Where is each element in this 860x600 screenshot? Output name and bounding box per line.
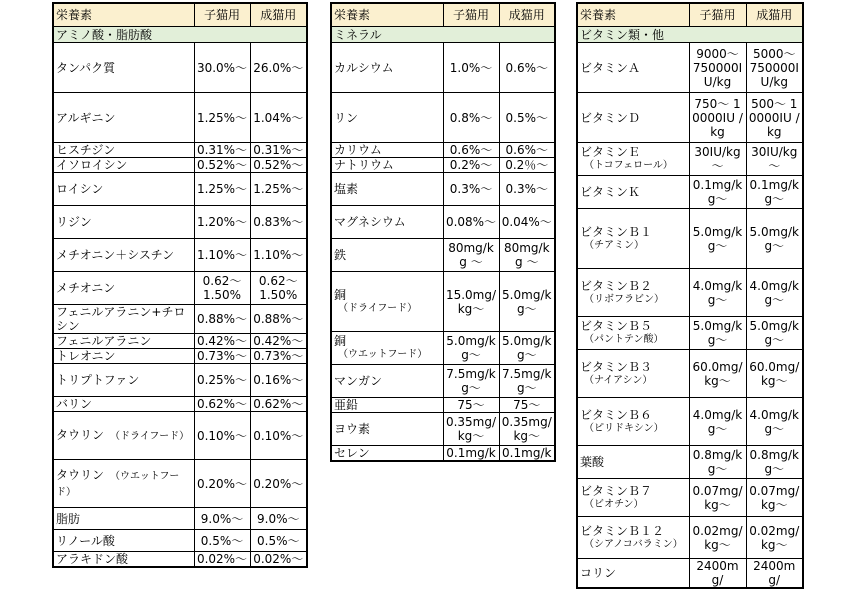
nutrient-name: ビタミンＢ７ (580, 483, 653, 498)
kitten-value: 1.25%～ (194, 173, 250, 206)
nutrient-name: カルシウム (331, 43, 443, 93)
table-row (331, 158, 555, 173)
adult-value: 0.16%～ (250, 364, 307, 397)
adult-value: 1.10%～ (250, 239, 307, 272)
table-row (331, 413, 555, 446)
adult-value: 5000～ 750000I U/kg (746, 43, 803, 93)
kitten-value: 0.62%～ (194, 397, 250, 412)
table-row (331, 365, 555, 398)
table-row (331, 206, 555, 239)
adult-value: 500～ 10000IU /kg (746, 93, 803, 143)
adult-value: 0.2％～ (499, 158, 555, 173)
kitten-value: 75～ (443, 398, 499, 413)
table-row (577, 143, 803, 176)
kitten-value: 0.62～ 1.50% (194, 272, 250, 305)
nutrient-name: 鉄 (331, 239, 443, 272)
table-row (53, 460, 307, 508)
table-row (577, 176, 803, 209)
nutrient-name: リジン (53, 206, 194, 239)
header-kitten: 子猫用 (194, 3, 250, 27)
nutrient-name: バリン (53, 397, 194, 412)
kitten-value: 0.5%～ (194, 530, 250, 552)
nutrient-subname: （トコフェロール） (584, 160, 673, 171)
kitten-value: 0.2%～ (443, 158, 499, 173)
kitten-value: 5.0mg/k g～ (689, 209, 746, 269)
nutrient-subname: （ビオチン） (584, 498, 644, 510)
section-title: ミネラル (331, 27, 555, 43)
kitten-value: 1.25%～ (194, 93, 250, 143)
nutrient-cell (577, 517, 689, 559)
adult-value: 0.20%～ (250, 460, 307, 508)
section-row (53, 27, 307, 43)
kitten-value: 9.0%～ (194, 508, 250, 530)
kitten-value: 7.5mg/k g～ (443, 365, 499, 398)
nutrient-name: マンガン (331, 365, 443, 398)
kitten-value: 0.35mg/ kg～ (443, 413, 499, 446)
kitten-value: 0.88%～ (194, 305, 250, 334)
table-row (577, 350, 803, 398)
kitten-value: 750～ 10000IU /kg (689, 93, 746, 143)
table-row (331, 332, 555, 365)
table-row (331, 43, 555, 93)
nutrient-cell (331, 332, 443, 365)
nutrient-name: 塩素 (331, 173, 443, 206)
adult-value: 0.5%～ (499, 93, 555, 143)
adult-value: 4.0mg/k g～ (746, 398, 803, 446)
kitten-value: 80mg/kg ～ (443, 239, 499, 272)
table-row (577, 269, 803, 317)
kitten-value: 0.10%～ (194, 412, 250, 460)
nutrient-name: ヒスチジン (53, 143, 194, 158)
nutrient-cell (577, 479, 689, 517)
nutrient-name: ナトリウム (331, 158, 443, 173)
nutrient-cell (577, 269, 689, 317)
adult-value: 60.0mg/ kg～ (746, 350, 803, 398)
nutrient-name: タンパク質 (53, 43, 194, 93)
nutrient-name: マグネシウム (331, 206, 443, 239)
adult-value: 0.02%～ (250, 552, 307, 568)
adult-value: 0.52%～ (250, 158, 307, 173)
table-row (331, 272, 555, 332)
kitten-value: 60.0mg/ kg～ (689, 350, 746, 398)
adult-value: 0.6%～ (499, 43, 555, 93)
nutrient-name: ヨウ素 (331, 413, 443, 446)
adult-value: 0.02mg/ kg～ (746, 517, 803, 559)
kitten-value: 0.25%～ (194, 364, 250, 397)
table-row (53, 272, 307, 305)
table-row (331, 143, 555, 158)
header-kitten: 子猫用 (689, 3, 746, 27)
adult-value: 75～ (499, 398, 555, 413)
kitten-value: 0.6%～ (443, 143, 499, 158)
table-row (53, 364, 307, 397)
adult-value: 0.5%～ (250, 530, 307, 552)
table-row (577, 93, 803, 143)
vitamin-table (576, 2, 804, 589)
kitten-value: 5.0mg/k g～ (689, 317, 746, 350)
nutrient-name: イソロイシン (53, 158, 194, 173)
adult-value: 0.35mg/ kg～ (499, 413, 555, 446)
kitten-value: 30IU/kg ～ (689, 143, 746, 176)
nutrient-cell (577, 398, 689, 446)
table-row (53, 158, 307, 173)
nutrient-name: ビタミンＫ (577, 176, 689, 209)
adult-value: 26.0%～ (250, 43, 307, 93)
adult-value: 9.0%～ (250, 508, 307, 530)
header-nutrient: 栄養素 (331, 3, 443, 27)
table-row (577, 517, 803, 559)
adult-value: 0.10%～ (250, 412, 307, 460)
section-title: アミノ酸・脂肪酸 (53, 27, 307, 43)
adult-value: 0.04%～ (499, 206, 555, 239)
kitten-value: 0.20%～ (194, 460, 250, 508)
adult-value: 0.3%～ (499, 173, 555, 206)
header-nutrient: 栄養素 (577, 3, 689, 27)
adult-value: 2400mg/ (746, 559, 803, 589)
nutrient-name: トリプトファン (53, 364, 194, 397)
section-row (577, 27, 803, 43)
nutrient-name: アルギニン (53, 93, 194, 143)
adult-value: 0.31%～ (250, 143, 307, 158)
kitten-value: 4.0mg/k g～ (689, 398, 746, 446)
adult-value: 5.0mg/k g～ (746, 317, 803, 350)
kitten-value: 0.52%～ (194, 158, 250, 173)
table-row (53, 239, 307, 272)
nutrient-cell (577, 350, 689, 398)
nutrient-subname: （ウエットフード） (56, 470, 180, 498)
table-row (331, 239, 555, 272)
adult-value: 30IU/kg ～ (746, 143, 803, 176)
amino-acid-table (52, 2, 308, 568)
table-row (53, 530, 307, 552)
adult-value: 0.1mg/k (499, 446, 555, 462)
nutrient-subname: （ドライフード） (110, 430, 190, 442)
mineral-table (330, 2, 556, 462)
table-row (53, 206, 307, 239)
adult-value: 0.62%～ (250, 397, 307, 412)
table-row (53, 412, 307, 460)
table-row (331, 173, 555, 206)
table-header-row (577, 3, 803, 27)
kitten-value: 0.42%～ (194, 334, 250, 349)
table-row (53, 143, 307, 158)
kitten-value: 0.8%～ (443, 93, 499, 143)
kitten-value: 0.31%～ (194, 143, 250, 158)
nutrient-name: ロイシン (53, 173, 194, 206)
nutrient-cell (577, 143, 689, 176)
table-row (577, 446, 803, 479)
kitten-value: 0.07mg/ kg～ (689, 479, 746, 517)
kitten-value: 0.08%～ (443, 206, 499, 239)
table-row (577, 398, 803, 446)
adult-value: 0.07mg/ kg～ (746, 479, 803, 517)
nutrient-subname: （ウエットフード） (338, 349, 428, 360)
adult-value: 1.04%～ (250, 93, 307, 143)
nutrient-name: リノール酸 (53, 530, 194, 552)
nutrient-name: 葉酸 (577, 446, 689, 479)
nutrient-name: 銅 (334, 334, 347, 348)
nutrient-name: ビタミンＢ１ (580, 224, 653, 239)
nutrient-subname: （パントテン酸） (584, 334, 664, 345)
table-row (577, 317, 803, 350)
nutrient-subname: （チアミン） (584, 239, 644, 251)
kitten-value: 4.0mg/k g～ (689, 269, 746, 317)
table-header-row (53, 3, 307, 27)
nutrient-name: ビタミンＢ３ (580, 359, 653, 374)
nutrient-cell (53, 460, 194, 508)
adult-value: 80mg/kg ～ (499, 239, 555, 272)
kitten-value: 0.3%～ (443, 173, 499, 206)
adult-value: 0.42%～ (250, 334, 307, 349)
nutrient-subname: （シアノコバラミン） (584, 538, 683, 550)
nutrient-name: コリン (577, 559, 689, 589)
kitten-value: 1.20%～ (194, 206, 250, 239)
adult-value: 0.83%～ (250, 206, 307, 239)
header-nutrient: 栄養素 (53, 3, 194, 27)
nutrient-name: 銅 (334, 287, 347, 302)
nutrient-cell (577, 209, 689, 269)
adult-value: 0.6%～ (499, 143, 555, 158)
nutrient-cell (577, 317, 689, 350)
table-row (53, 397, 307, 412)
adult-value: 0.62～ 1.50% (250, 272, 307, 305)
nutrient-name: セレン (331, 446, 443, 462)
kitten-value: 0.1mg/k (443, 446, 499, 462)
adult-value: 4.0mg/k g～ (746, 269, 803, 317)
table-row (53, 334, 307, 349)
kitten-value: 1.10%～ (194, 239, 250, 272)
nutrient-name: ビタミンＤ (577, 93, 689, 143)
table-row (53, 552, 307, 568)
header-adult: 成猫用 (746, 3, 803, 27)
table-row (331, 398, 555, 413)
table-row (577, 209, 803, 269)
kitten-value: 9000～ 750000I U/kg (689, 43, 746, 93)
nutrient-name: ビタミンＢ６ (580, 407, 653, 422)
nutrient-name: ビタミンＢ２ (580, 278, 653, 293)
table-row (53, 305, 307, 334)
kitten-value: 1.0%～ (443, 43, 499, 93)
nutrient-name: カリウム (331, 143, 443, 158)
adult-value: 0.88%～ (250, 305, 307, 334)
nutrient-name: フェニルアラニン+チロシン (53, 305, 194, 334)
nutrient-name: トレオニン (53, 349, 194, 364)
adult-value: 5.0mg/k g～ (746, 209, 803, 269)
table-row (577, 559, 803, 589)
nutrient-subname: （ドライフード） (338, 302, 418, 314)
nutrient-name: リン (331, 93, 443, 143)
nutrient-subname: （ナイアシン） (584, 374, 653, 386)
header-kitten: 子猫用 (443, 3, 499, 27)
header-adult: 成猫用 (250, 3, 307, 27)
adult-value: 0.73%～ (250, 349, 307, 364)
adult-value: 7.5mg/k g～ (499, 365, 555, 398)
table-row (53, 173, 307, 206)
adult-value: 0.1mg/k g～ (746, 176, 803, 209)
nutrient-name: 亜鉛 (331, 398, 443, 413)
table-row (331, 93, 555, 143)
kitten-value: 0.8mg/k g～ (689, 446, 746, 479)
nutrient-subname: （リボフラビン） (584, 293, 664, 305)
kitten-value: 15.0mg/ kg～ (443, 272, 499, 332)
adult-value: 0.8mg/k g～ (746, 446, 803, 479)
table-row (53, 349, 307, 364)
kitten-value: 0.73%～ (194, 349, 250, 364)
kitten-value: 0.02%～ (194, 552, 250, 568)
table-header-row (331, 3, 555, 27)
nutrient-name: 脂肪 (53, 508, 194, 530)
nutrient-subname: （ピリドキシン） (584, 422, 664, 434)
kitten-value: 0.1mg/k g～ (689, 176, 746, 209)
adult-value: 5.0mg/k g～ (499, 332, 555, 365)
nutrient-name: ビタミンＡ (577, 43, 689, 93)
table-row (53, 508, 307, 530)
nutrient-name: ビタミンＢ５ (580, 319, 653, 333)
kitten-value: 2400mg/ (689, 559, 746, 589)
table-row (53, 93, 307, 143)
section-row (331, 27, 555, 43)
nutrient-cell (331, 272, 443, 332)
nutrient-name: メチオニン＋シスチン (53, 239, 194, 272)
kitten-value: 30.0%～ (194, 43, 250, 93)
nutrient-name: メチオニン (53, 272, 194, 305)
table-row (53, 43, 307, 93)
adult-value: 1.25%～ (250, 173, 307, 206)
table-row (577, 43, 803, 93)
nutrient-name: アラキドン酸 (53, 552, 194, 568)
table-row (577, 479, 803, 517)
nutrient-name: ビタミンＢ１２ (580, 523, 665, 538)
header-adult: 成猫用 (499, 3, 555, 27)
table-row (331, 446, 555, 462)
adult-value: 5.0mg/k g～ (499, 272, 555, 332)
section-title: ビタミン類・他 (577, 27, 803, 43)
nutrient-cell (53, 412, 194, 460)
nutrient-name: タウリン (56, 467, 105, 482)
nutrient-name: フェニルアラニン (53, 334, 194, 349)
kitten-value: 5.0mg/k g～ (443, 332, 499, 365)
nutrient-name: ビタミンＥ (580, 145, 641, 159)
kitten-value: 0.02mg/ kg～ (689, 517, 746, 559)
nutrient-name: タウリン (56, 427, 105, 442)
